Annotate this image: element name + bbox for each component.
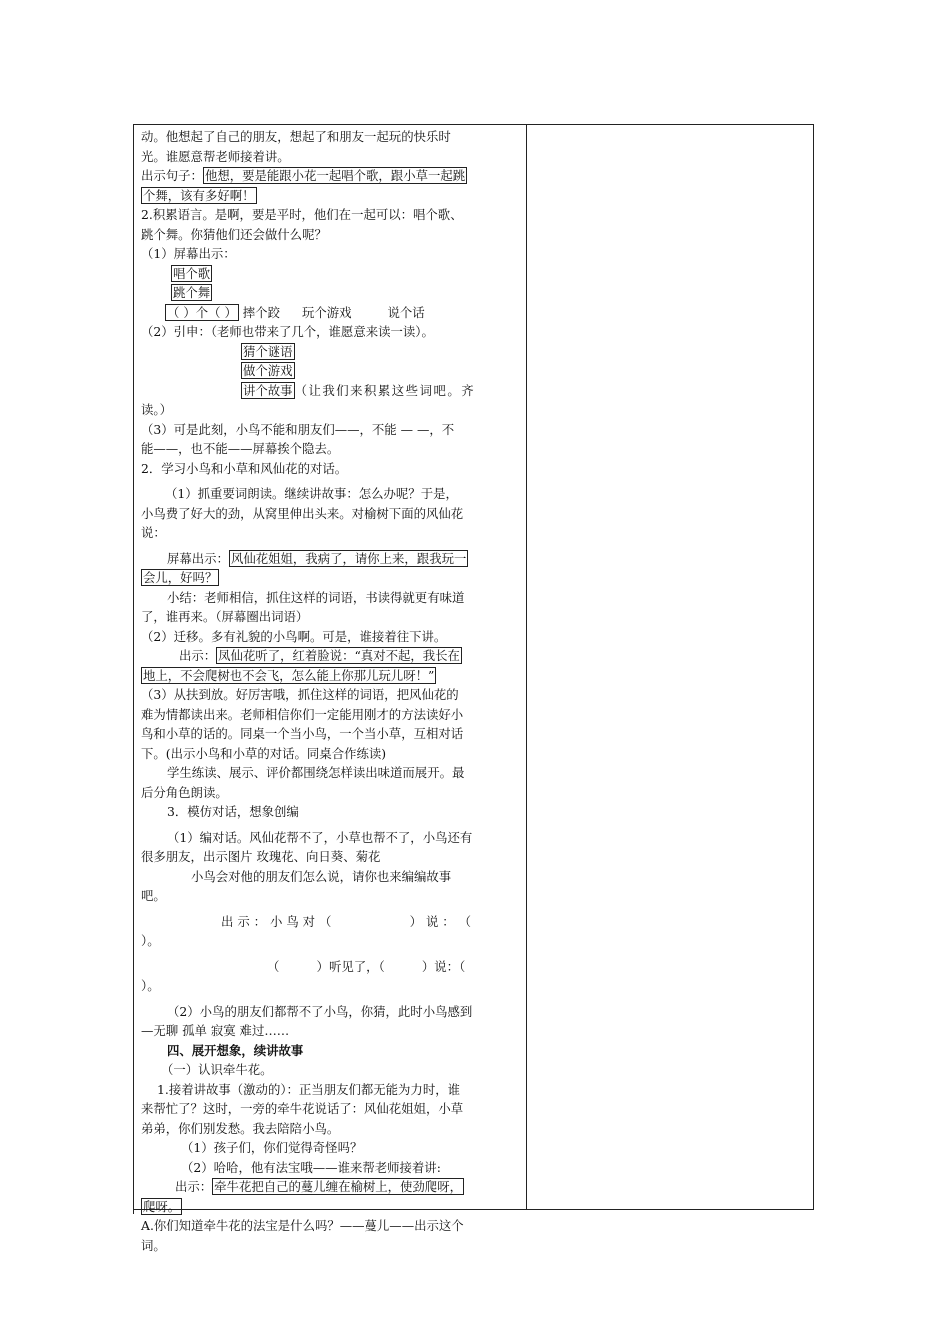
text-line: 说：	[141, 525, 166, 540]
text-line: 鸟和小草的话的。同桌一个当小鸟，一个当小草，互相对话	[141, 726, 464, 741]
text-line: 小结：老师相信，抓住这样的词语，书读得就更有味道	[167, 589, 465, 605]
text-line: 跳个舞。你猜他们还会做什么呢？	[141, 226, 327, 242]
boxed-phrase: 跳个舞	[173, 285, 211, 300]
text-line: （一）认识牵牛花。	[161, 1062, 273, 1077]
boxed-sentence: 牵牛花把自己的蔓儿缠在榆树上，使劲爬呀，	[214, 1179, 462, 1194]
boxed-sentence: 地上，不会爬树也不会飞，怎么能上你那儿玩儿呀！”	[143, 667, 435, 683]
text-line: 来帮忙了？这时，一旁的牵牛花说话了：风仙花姐姐，小草	[141, 1101, 464, 1116]
boxed-sentence: 会儿，好吗？	[143, 570, 218, 585]
text-line	[141, 186, 519, 206]
text-line: ）。	[141, 978, 160, 993]
table-left-border	[133, 124, 134, 1214]
text-line: 1.接着讲故事（激动的）：正当朋友们都无能为力时，谁	[157, 1081, 460, 1097]
text-line: （3）从扶到放。好厉害哦，抓住这样的词语，把风仙花的	[141, 687, 459, 702]
text-line: 2.积累语言。是啊，要是平时，他们在一起可以：唱个歌、	[141, 207, 463, 222]
label: 出示：	[175, 1179, 213, 1194]
text-line: 难为情都读出来。老师相信你们一定能用刚才的方法读好小	[141, 706, 464, 722]
text-line: 后分角色朗读。	[141, 784, 228, 800]
lesson-text-column	[141, 127, 519, 1255]
text-line: 出 示 ： 小 鸟 对 （ ） 说 ： （	[221, 913, 472, 929]
phrase: 摔个跤	[242, 304, 280, 320]
text-line: （2）引申：（老师也带来了几个，谁愿意来读一读）。	[141, 324, 434, 339]
text-line: （ ）听见了，（ ）说：（	[267, 958, 466, 974]
text-line: 下。(出示小鸟和小草的对话。同桌合作练读)	[141, 745, 387, 761]
text-line	[141, 568, 519, 588]
text-line: —无聊 孤单 寂寞 难过……	[141, 1023, 290, 1038]
label: 出示句子：	[141, 168, 203, 183]
text-line: 小鸟会对他的朋友们怎么说，请你也来编编故事	[191, 868, 452, 884]
boxed-sentence: 风仙花姐姐，我病了，请你上来，跟我玩一	[230, 550, 467, 566]
text-line: 学生练读、展示、评价都围绕怎样读出味道而展开。最	[167, 765, 465, 780]
text-line: ）。	[141, 933, 160, 948]
text-line	[141, 283, 519, 303]
boxed-sentence: 凤仙花听了，红着脸说：“真对不起，我长在	[218, 648, 460, 663]
text-line	[141, 1197, 519, 1217]
text-line	[141, 381, 519, 401]
text-line: 读。）	[141, 402, 172, 417]
text-line	[141, 303, 519, 323]
text-line: （2）哈哈，他有法宝哦——谁来帮老师接着讲:	[181, 1159, 441, 1175]
text-line	[141, 166, 519, 186]
text-line	[141, 264, 519, 284]
boxed-phrase: 讲个故事	[243, 382, 293, 398]
phrase: 玩个游戏	[301, 304, 352, 320]
text-line: （1）孩子们，你们觉得奇怪吗？	[181, 1140, 363, 1155]
boxed-phrase: 猜个谜语	[243, 343, 293, 359]
boxed-sentence: 个舞，该有多好啊！	[143, 187, 255, 203]
text-line: 弟弟，你们别发愁。我去陪陪小鸟。	[141, 1120, 340, 1136]
text-line: （1）屏幕出示：	[141, 246, 236, 261]
label: 出示：	[179, 648, 217, 663]
boxed-sentence: 爬呀。	[143, 1198, 181, 1214]
text-line: 吧。	[141, 888, 166, 903]
boxed-sentence: 他想，要是能跟小花一起唱个歌，跟小草一起跳	[204, 168, 466, 183]
text-line: （3）可是此刻，小鸟不能和朋友们——，不能 — —，不	[141, 421, 455, 437]
text-line: 了，谁再来。（屏幕圈出词语）	[141, 609, 309, 624]
text-line: （1）抓重要词朗读。继续讲故事：怎么办呢？于是，	[165, 486, 458, 501]
boxed-phrase: 唱个歌	[173, 265, 211, 281]
text-line: 光。谁愿意帮老师接着讲。	[141, 148, 290, 164]
text-line	[141, 549, 519, 569]
text-line: 能——，也不能——屏幕挨个隐去。	[141, 441, 340, 456]
text-line	[141, 1177, 519, 1197]
text-line: 很多朋友，出示图片 玫瑰花、向日葵、菊花	[141, 849, 381, 864]
section-heading: 四、展开想象，续讲故事	[167, 1042, 304, 1058]
boxed-phrase: 做个游戏	[243, 363, 293, 378]
text-line: 词。	[141, 1237, 166, 1253]
text-line: 动。他想起了自己的朋友，想起了和朋友一起玩的快乐时	[141, 129, 451, 144]
text-line	[141, 646, 519, 666]
text-line: （2）迁移。多有礼貌的小鸟啊。可是，谁接着往下讲。	[141, 628, 447, 644]
text-line: 3．模仿对话，想象创编	[167, 804, 299, 819]
text-line: A.你们知道牵牛花的法宝是什么吗？——蔓儿——出示这个	[141, 1218, 464, 1233]
text-line	[141, 666, 519, 686]
text-line	[141, 342, 519, 362]
text-line	[141, 361, 519, 381]
column-divider	[526, 124, 527, 1210]
text-line: （2）小鸟的朋友们都帮不了小鸟，你猜，此时小鸟感到	[167, 1003, 473, 1019]
phrase: 说个话	[387, 304, 425, 320]
boxed-phrase: （ ）个（ ）	[167, 304, 237, 320]
text-line: 小鸟费了好大的劲，从窝里伸出头来。对榆树下面的风仙花	[141, 505, 464, 521]
text: （让我们来积累这些词吧。齐	[294, 382, 476, 398]
text-line: 2．学习小鸟和小草和风仙花的对话。	[141, 460, 348, 476]
text-line: （1）编对话。风仙花帮不了，小草也帮不了，小鸟还有	[167, 829, 473, 845]
label: 屏幕出示：	[167, 550, 229, 566]
